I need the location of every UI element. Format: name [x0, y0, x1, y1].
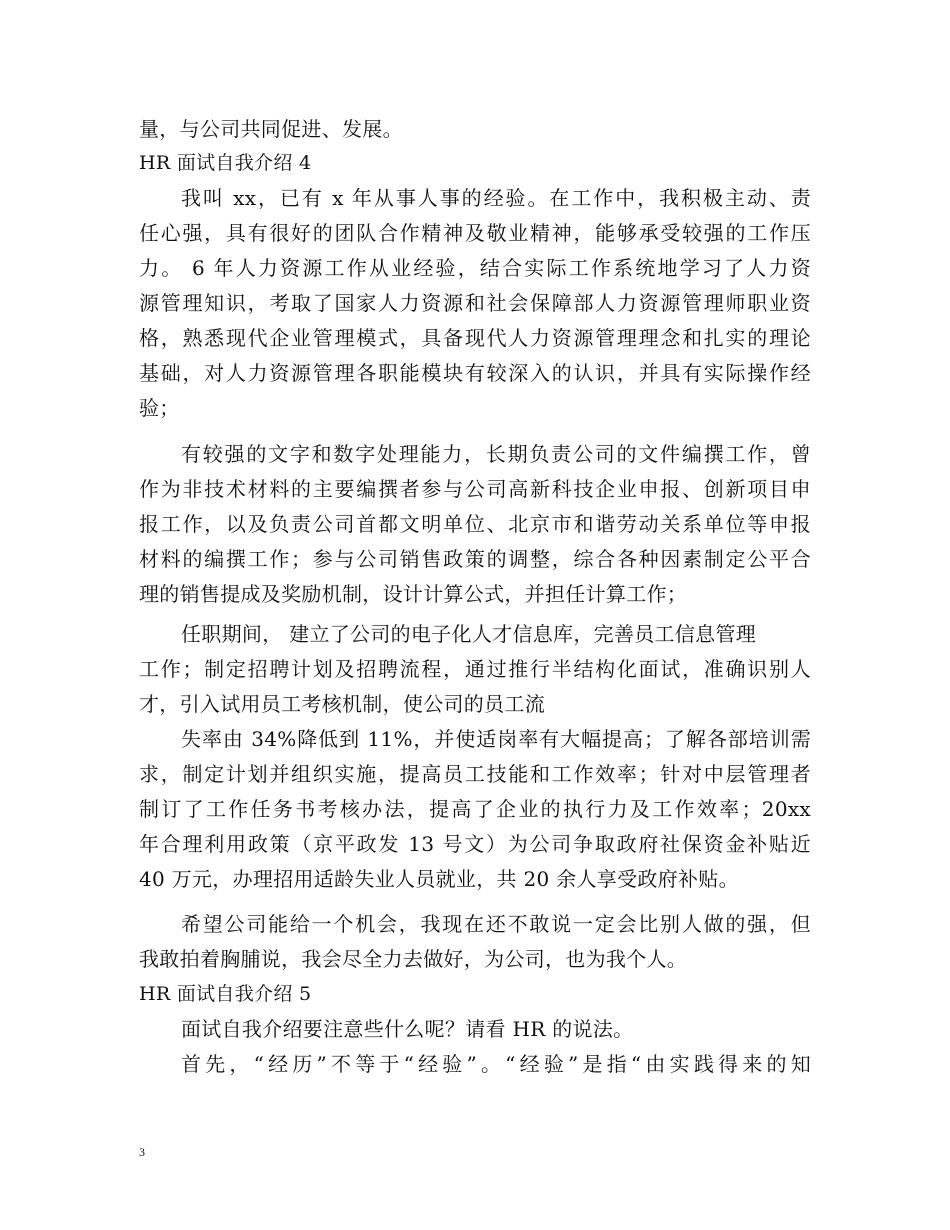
- text-line: 我叫 xx，已有 x 年从事人事的经验。在工作中，我积极主动、责: [181, 186, 811, 210]
- text-line: 才，引入试用员工考核机制，使公司的员工流: [139, 692, 545, 716]
- text-line: 验；: [139, 396, 180, 420]
- text-line: 基础，对人力资源管理各职能模块有较深入的认识，并具有实际操作经: [139, 361, 811, 385]
- text-line: 任心强，具有很好的团队合作精神及敬业精神，能够承受较强的工作压: [139, 221, 811, 245]
- text-line: 我敢拍着胸脯说，我会尽全力去做好，为公司，也为我个人。: [139, 947, 688, 971]
- text-line: 首先，“经历”不等于“经验”。“经验”是指“由实践得来的知: [181, 1052, 811, 1076]
- text-line: 量，与公司共同促进、发展。: [139, 117, 403, 141]
- text-line: 理的销售提成及奖励机制，设计计算公式，并担任计算工作；: [139, 582, 688, 606]
- text-line: 工作；制定招聘计划及招聘流程，通过推行半结构化面试，准确识别人: [139, 657, 811, 681]
- page-number: 3: [139, 1145, 145, 1159]
- text-line: 报工作，以及负责公司首都文明单位、北京市和谐劳动关系单位等申报: [139, 512, 811, 536]
- text-line: 作为非技术材料的主要编撰者参与公司高新科技企业申报、创新项目申: [139, 477, 811, 501]
- text-line: 失率由 34%降低到 11%，并使适岗率有大幅提高；了解各部培训需: [181, 727, 811, 751]
- text-line: 面试自我介绍要注意些什么呢？请看 HR 的说法。: [181, 1017, 634, 1041]
- text-line: 源管理知识，考取了国家人力资源和社会保障部人力资源管理师职业资: [139, 291, 811, 315]
- section-heading: HR 面试自我介绍 4: [139, 152, 312, 174]
- text-line: 40 万元，办理招用适龄失业人员就业，共 20 余人享受政府补贴。: [139, 867, 739, 891]
- section-heading: HR 面试自我介绍 5: [139, 983, 312, 1005]
- text-line: 任职期间， 建立了公司的电子化人才信息库，完善员工信息管理: [181, 622, 757, 646]
- text-line: 年合理利用政策（京平政发 13 号文）为公司争取政府社保资金补贴近: [139, 832, 811, 856]
- text-line: 力。 6 年人力资源工作从业经验，结合实际工作系统地学习了人力资: [139, 256, 811, 280]
- text-line: 制订了工作任务书考核办法，提高了企业的执行力及工作效率；20xx: [139, 797, 811, 821]
- text-line: 格，熟悉现代企业管理模式，具备现代人力资源管理理念和扎实的理论: [139, 326, 811, 350]
- text-line: 材料的编撰工作；参与公司销售政策的调整，综合各种因素制定公平合: [139, 547, 811, 571]
- text-line: 希望公司能给一个机会，我现在还不敢说一定会比别人做的强，但: [181, 912, 811, 936]
- text-line: 求，制定计划并组织实施，提高员工技能和工作效率；针对中层管理者: [139, 762, 811, 786]
- text-line: 有较强的文字和数字处理能力，长期负责公司的文件编撰工作，曾: [181, 442, 811, 466]
